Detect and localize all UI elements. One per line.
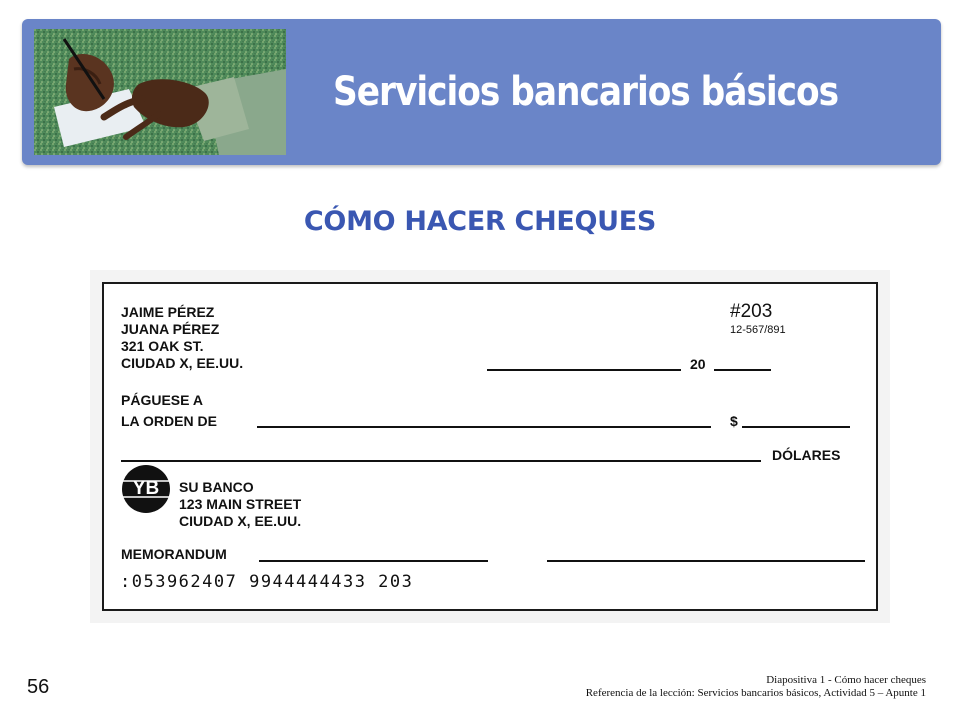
bank-line-1: SU BANCO: [179, 479, 254, 495]
header-banner: [22, 19, 941, 165]
micr-line: :053962407 9944444433 203: [120, 572, 414, 592]
date-year-line: [714, 369, 771, 371]
banner-photo-writing-check: [34, 29, 286, 155]
slide-number: 56: [27, 676, 50, 698]
bank-logo-text: YB: [132, 478, 160, 499]
amount-line: [742, 426, 850, 428]
account-holder-line-2: JUANA PÉREZ: [121, 321, 220, 337]
dollars-label: DÓLARES: [772, 447, 841, 463]
slide-footer: [586, 674, 926, 700]
written-amount-line: [121, 460, 761, 462]
pay-to-label-1: PÁGUESE A: [121, 392, 203, 408]
banner-title: Servicios bancarios básicos: [333, 69, 839, 115]
footer-line-1: Diapositiva 1 - Cómo hacer cheques: [766, 674, 926, 686]
footer-line-2: Referencia de la lección: Servicios bancarios básicos, Actividad 5 – Apunte 1: [585, 687, 926, 699]
slide-heading: CÓMO HACER CHEQUES: [303, 206, 657, 237]
memo-line: [259, 560, 488, 562]
blank-check: [102, 282, 878, 611]
bank-logo: [121, 464, 171, 514]
account-holder-line-3: 321 OAK ST.: [121, 338, 204, 354]
check-number: #203: [730, 301, 773, 322]
account-holder-line-4: CIUDAD X, EE.UU.: [121, 355, 244, 371]
bank-line-2: 123 MAIN STREET: [179, 496, 302, 512]
pay-to-label-2: LA ORDEN DE: [121, 413, 217, 429]
date-line: [487, 369, 681, 371]
signature-line: [547, 560, 865, 562]
payee-line: [257, 426, 711, 428]
date-year-prefix: 20: [690, 356, 706, 372]
account-holder-line-1: JAIME PÉREZ: [121, 304, 215, 320]
bank-line-3: CIUDAD X, EE.UU.: [179, 513, 302, 529]
amount-symbol: $: [730, 413, 738, 429]
memo-label: MEMORANDUM: [121, 546, 227, 562]
routing-fraction: 12-567/891: [730, 324, 786, 336]
